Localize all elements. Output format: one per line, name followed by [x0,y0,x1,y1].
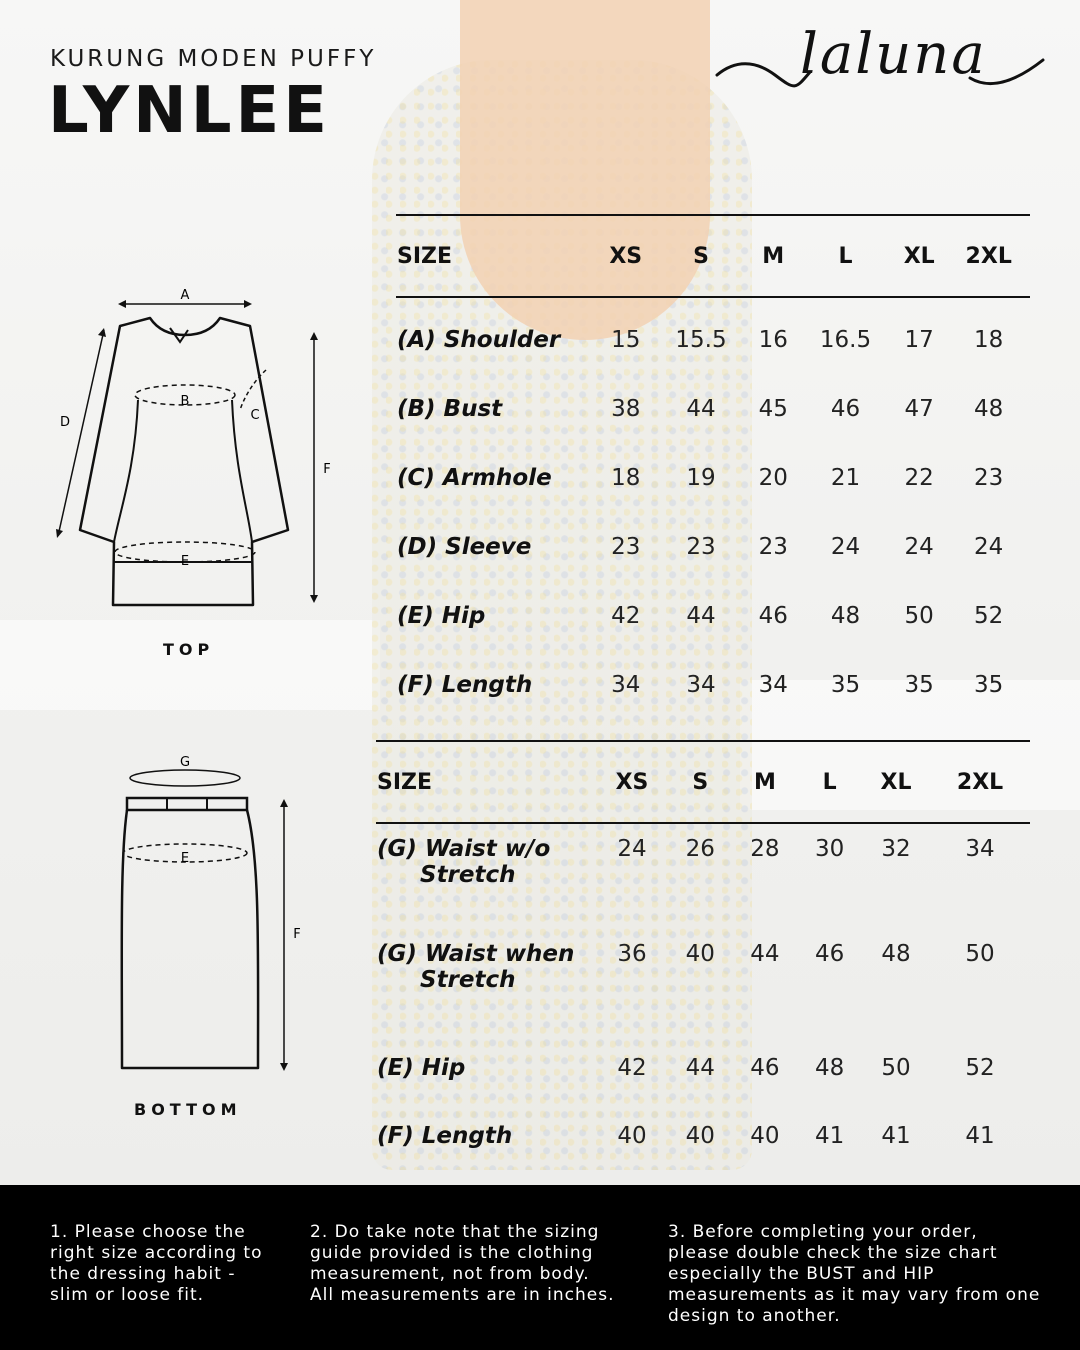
cell: 15.5 [675,326,727,353]
cell: 50 [881,1055,911,1081]
cell: 34 [686,671,716,698]
cell: 34 [758,671,788,698]
cell: 24 [830,533,861,560]
cell: 24 [974,533,1004,560]
row-label: (B) Bust [397,395,503,422]
header-2xl: 2XL [930,741,1030,823]
marker-d: D [59,415,71,430]
cell: 15 [611,326,641,353]
cell: 32 [881,836,911,862]
row-label-line1: (G) Waist w/o [377,836,551,862]
marker-e: E [180,851,190,866]
cell: 50 [965,941,995,967]
cell: 21 [830,464,861,491]
cell: 50 [904,602,934,629]
top-garment-diagram [40,280,340,620]
cell: 52 [974,602,1004,629]
top-size-table [396,214,1030,719]
header-size: SIZE [376,741,596,823]
product-title: LYNLEE [48,74,331,148]
header-s: S [656,215,747,297]
cell: 41 [814,1123,845,1149]
cell: 40 [750,1123,780,1149]
table-row [376,1034,1030,1102]
cell: 36 [617,941,647,967]
marker-c: C [250,408,260,423]
cell: 42 [617,1055,647,1081]
cell: 41 [881,1123,911,1149]
row-label: (F) Length [397,671,533,698]
header-s: S [668,741,733,823]
marker-b: B [180,394,190,409]
cell: 46 [814,941,845,967]
brand-logo: laluna [800,22,987,87]
table-row [396,443,1030,512]
cell: 23 [686,533,716,560]
cell: 20 [758,464,788,491]
table-row [396,374,1030,443]
cell: 40 [685,941,715,967]
cell: 46 [750,1055,780,1081]
row-label: (D) Sleeve [397,533,532,560]
cell: 38 [611,395,641,422]
row-label: (F) Length [377,1123,513,1149]
note-3: 3. Before completing your order, please double check the size chart especially the BUST and HIP measurements as it may vary from one design to another. [668,1222,1041,1326]
header-xs: XS [596,215,656,297]
marker-a: A [180,288,190,303]
cell: 16 [758,326,788,353]
table-row [396,650,1030,719]
row-label: (E) Hip [397,602,486,629]
cell: 18 [611,464,641,491]
cell: 17 [904,326,934,353]
cell: 46 [830,395,861,422]
cell: 22 [904,464,934,491]
row-label-line1: (G) Waist when [377,941,575,967]
header-xl: XL [891,215,947,297]
cell: 40 [617,1123,647,1149]
marker-f: F [323,462,331,477]
marker-g: G [179,755,191,770]
header-xs: XS [596,741,668,823]
note-2: 2. Do take note that the sizing guide provided is the clothing measurement, not from body. All measurements are in inches. [310,1222,615,1305]
cell: 44 [685,1055,715,1081]
row-label-line2: Stretch [420,862,516,888]
marker-f: F [293,927,301,942]
cell: 44 [686,602,716,629]
cell: 48 [974,395,1004,422]
row-label: (E) Hip [377,1055,466,1081]
row-label [376,929,596,1034]
cell: 24 [617,836,647,862]
cell: 34 [611,671,641,698]
header-size: SIZE [396,215,596,297]
background-stair [0,620,380,710]
marker-e: E [180,554,190,569]
cell: 35 [904,671,934,698]
row-label [376,823,596,929]
cell: 23 [974,464,1004,491]
cell: 40 [685,1123,715,1149]
cell: 16.5 [819,326,872,353]
table-header-row [376,741,1030,823]
cell: 48 [814,1055,845,1081]
header-m: M [733,741,798,823]
cell: 48 [881,941,911,967]
table-row [376,823,1030,929]
table-row [396,512,1030,581]
cell: 46 [758,602,788,629]
header-l: L [800,215,891,297]
header-m: M [747,215,800,297]
cell: 44 [750,941,780,967]
cell: 52 [965,1055,995,1081]
row-label-line2: Stretch [420,967,516,993]
cell: 35 [974,671,1004,698]
cell: 44 [686,395,716,422]
table-row [396,297,1030,374]
cell: 30 [814,836,845,862]
cell: 23 [758,533,788,560]
cell: 23 [611,533,641,560]
header-2xl: 2XL [947,215,1030,297]
cell: 34 [965,836,995,862]
note-1: 1. Please choose the right size according to the dressing habit - slim or loose fit. [50,1222,263,1305]
product-subtitle: KURUNG MODEN PUFFY [50,46,377,72]
header-l: L [797,741,862,823]
cell: 42 [611,602,641,629]
bottom-garment-diagram [100,750,320,1080]
table-row [376,929,1030,1034]
cell: 18 [974,326,1004,353]
table-row [376,1102,1030,1170]
bottom-size-table [376,740,1030,1170]
header-xl: XL [862,741,930,823]
bottom-diagram-caption: BOTTOM [134,1100,242,1119]
row-label: (A) Shoulder [397,326,561,353]
table-header-row [396,215,1030,297]
cell: 26 [685,836,715,862]
cell: 45 [758,395,788,422]
top-diagram-caption: TOP [163,640,215,659]
cell: 48 [830,602,861,629]
row-label: (C) Armhole [397,464,552,491]
cell: 28 [750,836,780,862]
cell: 19 [686,464,716,491]
table-row [396,581,1030,650]
cell: 24 [904,533,934,560]
cell: 47 [904,395,934,422]
cell: 35 [830,671,861,698]
cell: 41 [965,1123,995,1149]
